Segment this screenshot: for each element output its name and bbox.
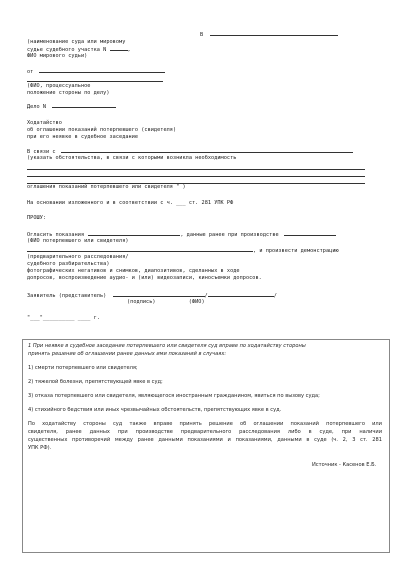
p3-caption-1: (предварительного расследования/ — [27, 254, 129, 260]
date-line: "___"__________ ____ г. — [27, 315, 100, 321]
p4-line: фотографических негативов и снимков, диапозитивов, сделанных в ходе — [27, 268, 240, 274]
applicant-line: Заявитель (представитель) / / — [27, 293, 277, 299]
court-number-blank[interactable] — [110, 46, 128, 51]
reason-blank[interactable] — [61, 148, 353, 153]
note-intro-2: принять решение об оглашении ранее данных ими показаний в случаях: — [28, 351, 227, 357]
title-line-3: при его неявке в судебное заседание — [27, 134, 139, 140]
p3-caption-2: судебного разбирательства) — [27, 261, 110, 267]
title-line-2: об оглашении показаний потерпевшего (свидетеля) — [27, 127, 177, 133]
note-para-2-line-2: свидетеля, ранее данных при производстве предварительного расследования либо в суде, при наличии — [28, 429, 382, 435]
from-caption-2: положение стороны по делу) — [27, 90, 110, 96]
title-line-1: Ходатайство — [27, 120, 62, 126]
reason-caption: (указать обстоятельства, в связи с которыми возникла необходимость — [27, 155, 237, 161]
p1-text-a: Огласить показания — [27, 232, 85, 238]
note-para-2-line-1: По ходатайству стороны суд также вправе принять решение об оглашении показаний потерпевшего или — [28, 421, 382, 427]
from-label: от — [27, 69, 34, 75]
basis-line: На основании изложенного и в соответствии с ч. ___ ст. 281 УПК РФ — [27, 200, 234, 206]
reason-blank-3[interactable] — [27, 176, 365, 177]
applicant-captions — [27, 299, 205, 306]
to-label: В — [200, 32, 204, 38]
from-line — [27, 68, 165, 76]
from-caption-1: (ФИО, процессуальное — [27, 83, 91, 89]
court-caption-1: (наименование суда или мировому — [27, 39, 126, 45]
stage-blank-1[interactable] — [284, 231, 336, 236]
p2-text: , и произвести демонстрацию — [253, 248, 339, 254]
court-caption-3: ФИО мирового судьи) — [27, 53, 88, 59]
court-caption-2-text: судье судебного участка N — [27, 47, 107, 53]
p1-text-b: , данные ранее при производстве — [180, 232, 279, 238]
court-blank[interactable] — [210, 31, 338, 36]
signature-blank[interactable] — [113, 292, 205, 297]
note-item-1: 1) смерти потерпевшего или свидетеля; — [28, 365, 138, 371]
witness-name-blank[interactable] — [88, 231, 180, 236]
in-connection-label: В связи с — [27, 149, 56, 155]
case-number-blank[interactable] — [52, 103, 116, 108]
reason-blank-2[interactable] — [27, 169, 365, 170]
note-source: Источник - Касенов Е.Б. — [312, 462, 377, 468]
note-para-2-line-3: существенных противоречий между ранее данными показаниями и показаниями, данными в суде (ч. 2, 3 ст. 281 — [28, 437, 382, 443]
from-blank-2[interactable] — [27, 81, 163, 82]
fio-blank[interactable] — [208, 292, 274, 297]
applicant-label: Заявитель (представитель) — [27, 293, 107, 299]
to-line — [200, 31, 338, 39]
case-label: Дело N — [27, 104, 47, 110]
note-item-2: 2) тяжелой болезни, препятствующей явке в суд; — [28, 379, 163, 385]
p5-line: допросов, воспроизведение аудио- и (или) видеозаписи, киносъемки допросов. — [27, 275, 262, 281]
court-caption-2: судье судебного участка N , — [27, 47, 131, 53]
note-intro-1: 1 При неявке в судебное заседание потерпевшего или свидетеля суд вправе по ходатайству стороны — [28, 343, 306, 349]
note-para-2-line-4: УПК РФ). — [28, 445, 52, 451]
disclosure-line: оглашения показаний потерпевшего или свидетеля " ) — [27, 184, 186, 190]
case-line — [27, 103, 116, 111]
p1-caption: (ФИО потерпевшего или свидетеля) — [27, 238, 129, 244]
note-item-4: 4) стихийного бедствия или иных чрезвычайных обстоятельств, препятствующих явке в суд. — [28, 407, 282, 413]
from-blank-1[interactable] — [39, 68, 165, 73]
note-item-3: 3) отказа потерпевшего или свидетеля, являющегося иностранным гражданином, явиться по вызову суда; — [28, 393, 320, 399]
request-heading: ПРОШУ: — [27, 215, 47, 221]
stage-blank-2[interactable] — [27, 247, 253, 252]
signature-caption: (подпись) — [127, 299, 156, 305]
fio-caption: (ФИО) — [188, 299, 205, 305]
